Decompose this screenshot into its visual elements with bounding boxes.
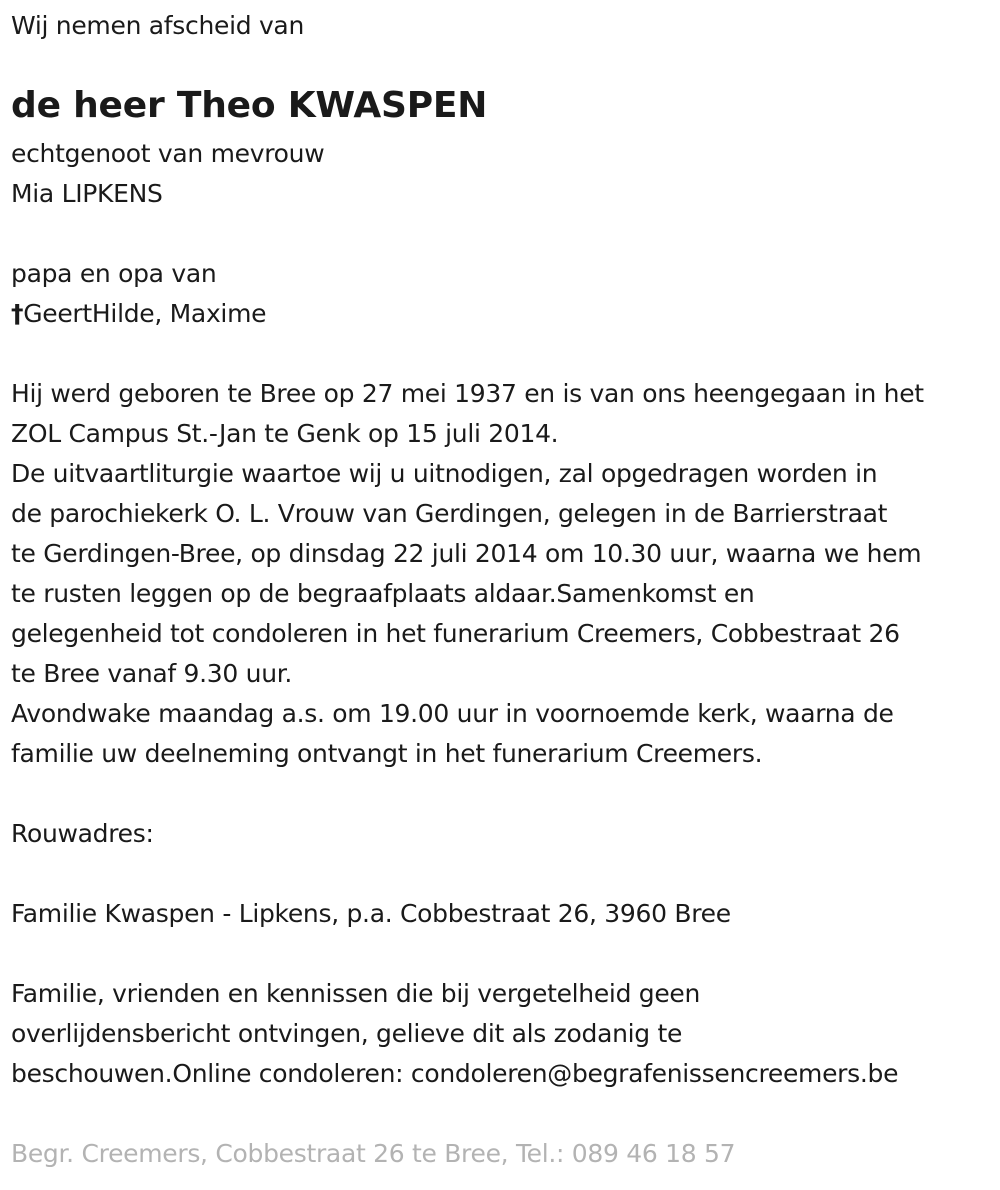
note-line: beschouwen.Online condoleren: condoleren@begrafenissencreemers.be: [11, 1059, 899, 1088]
body-line: Hij werd geboren te Bree op 27 mei 1937 en is van ons heengegaan in het: [11, 379, 924, 408]
funeral-home-footer: Begr. Creemers, Cobbestraat 26 te Bree, Tel.: 089 46 18 57: [11, 1139, 736, 1168]
mourning-address-label-text: Rouwadres:: [11, 819, 154, 848]
note-line: Familie, vrienden en kennissen die bij vergetelheid geen: [11, 979, 701, 1008]
spouse-block: [11, 134, 324, 214]
mourning-address-text: Familie Kwaspen - Lipkens, p.a. Cobbestraat 26, 3960 Bree: [11, 899, 731, 928]
children-names-line: [11, 294, 266, 334]
notice-note: [11, 974, 898, 1094]
children-names: GeertHilde, Maxime: [23, 299, 267, 328]
children-block: [11, 254, 266, 334]
mourning-address-label: [11, 814, 154, 854]
body-line: Avondwake maandag a.s. om 19.00 uur in voornoemde kerk, waarna de: [11, 699, 894, 728]
deceased-name: de heer Theo KWASPEN: [11, 85, 488, 126]
body-line: te Gerdingen-Bree, op dinsdag 22 juli 2014 om 10.30 uur, waarna we hem: [11, 539, 922, 568]
body-line: de parochiekerk O. L. Vrouw van Gerdingen, gelegen in de Barrierstraat: [11, 499, 888, 528]
mourning-address: [11, 894, 731, 934]
body-line: familie uw deelneming ontvangt in het funerarium Creemers.: [11, 739, 763, 768]
body-line: te rusten leggen op de begraafplaats aldaar.Samenkomst en: [11, 579, 755, 608]
spouse-relation: echtgenoot van mevrouw: [11, 139, 325, 168]
body-line: De uitvaartliturgie waartoe wij u uitnodigen, zal opgedragen worden in: [11, 459, 878, 488]
cross-icon: †: [11, 299, 24, 328]
body-line: te Bree vanaf 9.30 uur.: [11, 659, 293, 688]
intro-text: Wij nemen afscheid van: [11, 11, 304, 40]
children-relation: papa en opa van: [11, 259, 217, 288]
spouse-name: Mia LIPKENS: [11, 179, 163, 208]
body-line: gelegenheid tot condoleren in het funerarium Creemers, Cobbestraat 26: [11, 619, 900, 648]
note-line: overlijdensbericht ontvingen, gelieve dit als zodanig te: [11, 1019, 683, 1048]
funeral-details: [11, 374, 924, 774]
body-line: ZOL Campus St.-Jan te Genk op 15 juli 2014.: [11, 419, 559, 448]
